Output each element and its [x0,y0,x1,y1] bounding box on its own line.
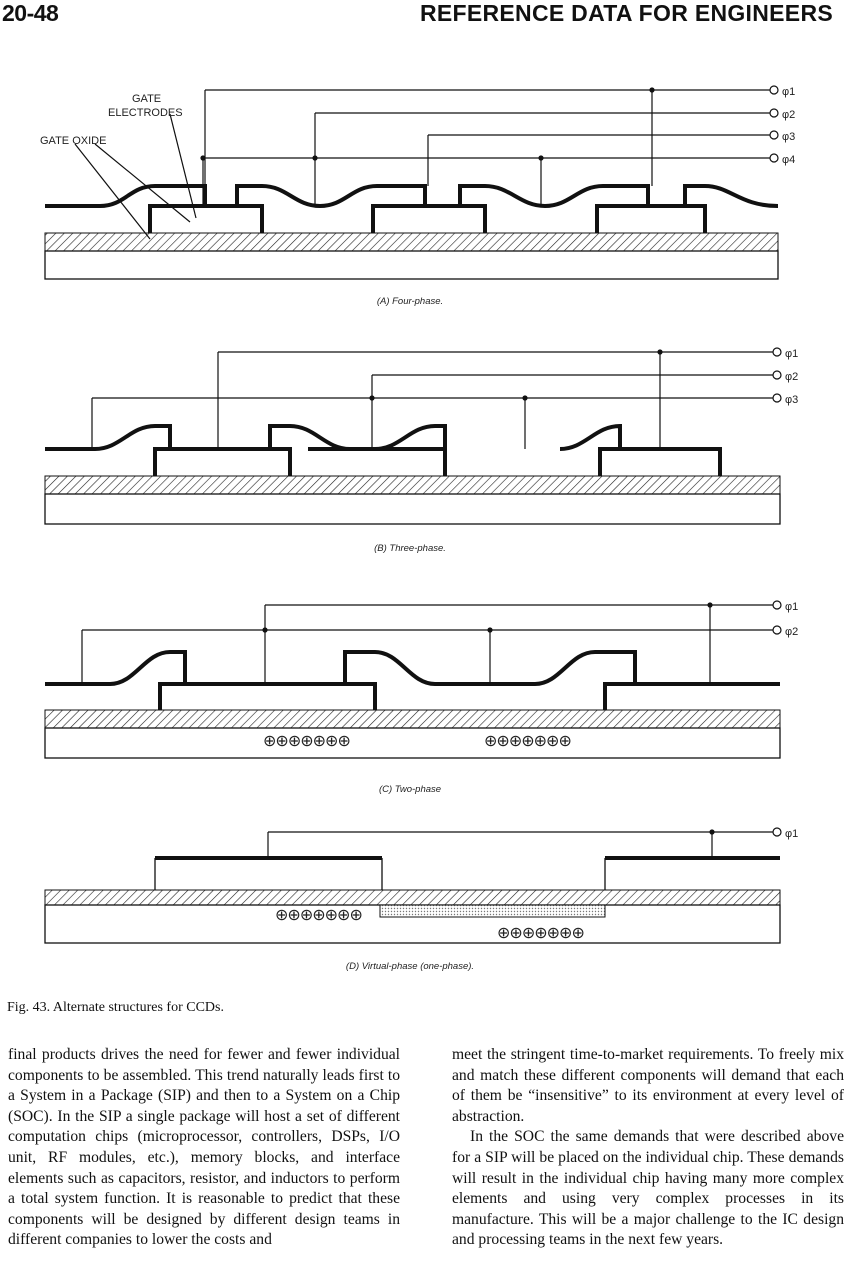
label-gate-oxide: GATE OXIDE [40,135,107,147]
panel-c-phi1: φ1 [785,601,799,613]
panel-c-two-phase [45,601,781,758]
running-title: REFERENCE DATA FOR ENGINEERS [419,0,833,26]
panel-d-oxide-hatch [45,890,780,905]
figure-caption: Fig. 43. Alternate structures for CCDs. [7,1000,224,1015]
panel-a-lower-electrodes [150,206,705,233]
panel-b-phi1: φ1 [785,348,799,360]
panel-b-phi3: φ3 [785,394,799,406]
panel-b-caption: (B) Three-phase. [374,543,446,554]
panel-c-lower-electrodes [160,684,780,710]
panel-c-substrate [45,728,780,758]
panel-a-phi4: φ4 [782,154,796,166]
panel-c-oxide-hatch [45,710,780,728]
panel-b-substrate [45,494,780,524]
panel-b-oxide-hatch [45,476,780,494]
panel-b-upper-electrodes [45,426,620,449]
panel-c-charges-2: ⊕⊕⊕⊕⊕⊕⊕ [484,733,571,750]
panel-c-upper-electrodes [45,652,635,684]
panel-a-phi1: φ1 [782,86,796,98]
panel-c-phi2: φ2 [785,626,799,638]
panel-d-charges-2: ⊕⊕⊕⊕⊕⊕⊕ [497,925,584,942]
panel-a-oxide-hatch [45,233,778,251]
body-column-right [452,1045,844,1251]
page-header [0,0,853,34]
panel-a-upper-electrodes [45,186,778,206]
panel-d-virtual-phase [45,828,781,943]
panel-d-caption: (D) Virtual-phase (one-phase). [345,961,475,972]
panel-c-caption: (C) Two-phase [378,784,442,795]
page-number: 20-48 [2,0,59,26]
panel-d-charges-1: ⊕⊕⊕⊕⊕⊕⊕ [275,907,362,924]
panel-b-lower-electrodes [155,449,720,476]
panel-b-phi2: φ2 [785,371,799,383]
ccd-structures-figure [0,34,853,994]
panel-d-electrode-sides [155,858,605,890]
label-electrodes: ELECTRODES [108,107,183,119]
paragraph: meet the stringent time-to-market requirements. To freely mix and match these different components will demand that each of them be “insensitive” to its environment at every level of abstraction. [452,1046,844,1125]
panel-b-three-phase [45,348,781,524]
paragraph: In the SOC the same demands that were described above for a SIP will be placed on the individual chip. These demands will result in the individual chip having many more complex elements and using very complex processes in its manufacture. This will be a major challenge to the IC design and processing teams in the next few years. [452,1128,844,1249]
panel-a-phi2: φ2 [782,109,796,121]
body-column-left [8,1045,400,1251]
panel-c-charges-1: ⊕⊕⊕⊕⊕⊕⊕ [263,733,350,750]
panel-a-phi3: φ3 [782,131,796,143]
label-gate: GATE [132,93,162,105]
panel-d-phi1: φ1 [785,828,799,840]
panel-d-virtual-region [380,905,605,917]
paragraph: final products drives the need for fewer and fewer individual components to be assembled. This trend naturally leads first to a System in a Package (SIP) and then to a System on a Chip (SOC). In the SIP a single package will host a set of different computation chips (microprocessor, controllers, DSPs, I/O unit, RF modules, etc.), memory blocks, and interface elements such as capacitors, resistor, and inductors to perform a total system function. It is reasonable to predict that these components will be designed by different design teams in different companies to lower the costs and [8,1046,400,1249]
panel-a-substrate [45,251,778,279]
panel-a-caption: (A) Four-phase. [376,296,444,307]
